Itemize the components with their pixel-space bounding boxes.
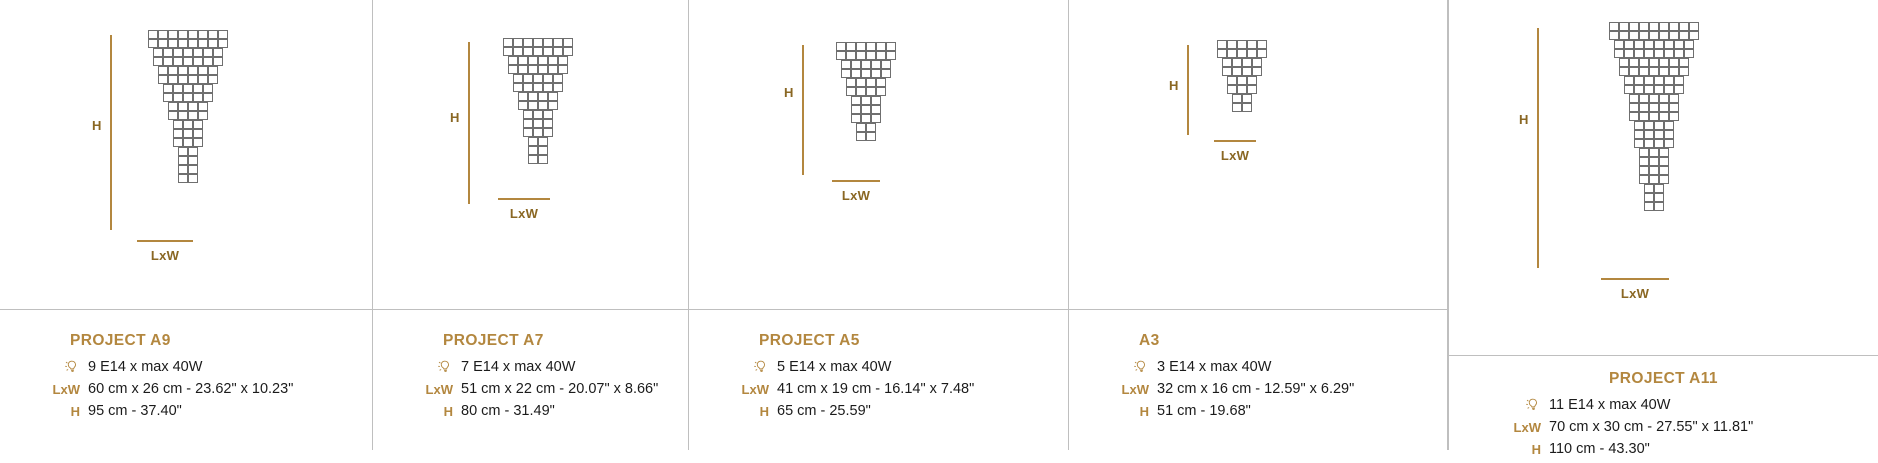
width-label-2: LxW [509,206,539,221]
chandelier-tier [851,105,881,114]
product-card-1 [0,0,373,450]
product-info-5 [1449,356,1878,463]
spec-h-value-5: 110 cm - 43.30" [1549,441,1650,457]
height-rule-1 [110,35,112,230]
spec-bulbs-value-2: 7 E14 x max 40W [461,359,576,375]
chandelier-tier [1222,58,1262,67]
chandelier-tier [523,119,553,128]
product-info-4 [1069,310,1447,450]
spec-h-value-3: 65 cm - 25.59" [777,403,871,419]
spec-lxw-key-1: LxW [52,382,80,397]
spec-bulbs-value-3: 5 E14 x max 40W [777,359,892,375]
chandelier-tier [846,87,886,96]
chandelier-tier [1614,49,1694,58]
spec-lxw-key-2: LxW [425,382,453,397]
spec-lxw-value-5: 70 cm x 30 cm - 27.55" x 11.81" [1549,419,1754,435]
spec-h-3 [735,403,1068,419]
product-card-2 [373,0,689,450]
chandelier-tier [173,129,203,138]
spec-h-key-4: H [1139,404,1149,419]
spec-h-key-2: H [443,404,453,419]
chandelier-tier [1644,193,1664,202]
chandelier-tier [836,51,896,60]
chandelier-drawing-2 [503,38,573,164]
product-title-5: PROJECT A11 [1609,370,1718,387]
spec-h-key-3: H [759,404,769,419]
product-info-3 [689,310,1068,450]
light-bulb-icon [46,359,80,375]
spec-lxw-3 [735,381,1068,397]
spec-h-key-5: H [1531,442,1541,457]
chandelier-tier [528,146,548,155]
chandelier-drawing-5 [1609,22,1699,211]
spec-h-value-4: 51 cm - 19.68" [1157,403,1251,419]
chandelier-tier [1227,76,1257,85]
spec-bulbs-value-1: 9 E14 x max 40W [88,359,203,375]
spec-lxw-key-3: LxW [741,382,769,397]
chandelier-tier [1217,40,1267,49]
chandelier-tier [148,30,228,39]
chandelier-tier [153,48,223,57]
spec-lxw-5 [1449,419,1878,435]
chandelier-tier [1634,121,1674,130]
chandelier-tier [1624,85,1684,94]
product-title-3: PROJECT A5 [759,332,860,349]
height-label-1: H [92,118,102,133]
chandelier-tier [1619,67,1689,76]
chandelier-tier [503,47,573,56]
product-figure-5 [1449,0,1878,356]
height-rule-2 [468,42,470,204]
spec-h-4 [1115,403,1447,419]
spec-h-value-1: 95 cm - 37.40" [88,403,182,419]
chandelier-tier [841,60,891,69]
chandelier-tier [508,65,568,74]
spec-lxw-1 [46,381,372,397]
chandelier-tier [1639,157,1669,166]
spec-bulbs-2 [419,359,688,375]
chandelier-tier [158,66,218,75]
chandelier-tier [518,92,558,101]
chandelier-tier [1222,67,1262,76]
spec-lxw-value-3: 41 cm x 19 cm - 16.14" x 7.48" [777,381,975,397]
chandelier-tier [513,83,563,92]
chandelier-tier [1629,112,1679,121]
chandelier-tier [528,155,548,164]
product-info-1 [0,310,372,450]
product-title-4: A3 [1139,332,1160,349]
chandelier-tier [1609,22,1699,31]
product-card-3 [689,0,1069,450]
chandelier-tier [1639,166,1669,175]
light-bulb-icon [735,359,769,375]
light-bulb-icon [1115,359,1149,375]
height-label-5: H [1519,112,1529,127]
spec-lxw-value-1: 60 cm x 26 cm - 23.62" x 10.23" [88,381,294,397]
spec-bulbs-value-4: 3 E14 x max 40W [1157,359,1272,375]
light-bulb-icon [419,359,453,375]
width-rule-3 [832,180,880,182]
product-figure-1 [0,0,372,310]
product-title-2: PROJECT A7 [443,332,544,349]
chandelier-drawing-4 [1217,40,1267,112]
chandelier-tier [856,123,876,132]
chandelier-tier [158,75,218,84]
height-label-3: H [784,85,794,100]
spec-bulbs-3 [735,359,1068,375]
chandelier-tier [168,111,208,120]
height-rule-5 [1537,28,1539,268]
chandelier-drawing-3 [836,42,896,141]
chandelier-tier [836,42,896,51]
spec-bulbs-1 [46,359,372,375]
width-rule-5 [1601,278,1669,280]
product-info-2 [373,310,688,450]
height-label-2: H [450,110,460,125]
chandelier-tier [168,102,208,111]
chandelier-tier [1639,148,1669,157]
width-label-3: LxW [841,188,871,203]
chandelier-tier [851,96,881,105]
chandelier-tier [513,74,563,83]
spec-bulbs-5 [1449,397,1878,413]
chandelier-tier [178,147,198,156]
width-rule-4 [1214,140,1256,142]
spec-lxw-key-5: LxW [1513,420,1541,435]
chandelier-tier [846,78,886,87]
chandelier-tier [163,93,213,102]
width-label-4: LxW [1220,148,1250,163]
chandelier-tier [1629,103,1679,112]
width-label-1: LxW [150,248,180,263]
chandelier-tier [1629,94,1679,103]
chandelier-tier [841,69,891,78]
chandelier-tier [153,57,223,66]
chandelier-tier [1634,139,1674,148]
product-card-4 [1069,0,1448,450]
spec-lxw-4 [1115,381,1447,397]
product-figure-4 [1069,0,1447,310]
chandelier-tier [1634,130,1674,139]
chandelier-tier [178,165,198,174]
chandelier-tier [148,39,228,48]
product-title-1: PROJECT A9 [70,332,171,349]
product-figure-3 [689,0,1068,310]
chandelier-tier [1232,103,1252,112]
chandelier-tier [1227,85,1257,94]
spec-lxw-value-4: 32 cm x 16 cm - 12.59" x 6.29" [1157,381,1355,397]
width-rule-2 [498,198,550,200]
spec-lxw-key-4: LxW [1121,382,1149,397]
chandelier-tier [1644,202,1664,211]
chandelier-drawing-1 [148,30,228,183]
spec-h-2 [419,403,688,419]
spec-bulbs-value-5: 11 E14 x max 40W [1549,397,1671,413]
chandelier-tier [518,101,558,110]
product-card-5 [1448,0,1878,457]
chandelier-tier [1644,184,1664,193]
product-figure-2 [373,0,688,310]
chandelier-tier [508,56,568,65]
chandelier-tier [1639,175,1669,184]
spec-h-1 [46,403,372,419]
spec-h-value-2: 80 cm - 31.49" [461,403,555,419]
chandelier-tier [173,120,203,129]
height-rule-4 [1187,45,1189,135]
chandelier-tier [173,138,203,147]
chandelier-tier [523,128,553,137]
chandelier-tier [1614,40,1694,49]
chandelier-tier [1609,31,1699,40]
spec-bulbs-4 [1115,359,1447,375]
width-label-5: LxW [1620,286,1650,301]
chandelier-tier [163,84,213,93]
chandelier-tier [1217,49,1267,58]
spec-lxw-value-2: 51 cm x 22 cm - 20.07" x 8.66" [461,381,659,397]
spec-h-5 [1449,441,1878,457]
chandelier-tier [503,38,573,47]
chandelier-tier [528,137,548,146]
height-rule-3 [802,45,804,175]
chandelier-tier [856,132,876,141]
chandelier-tier [851,114,881,123]
spec-lxw-2 [419,381,688,397]
chandelier-tier [1619,58,1689,67]
chandelier-tier [1232,94,1252,103]
chandelier-tier [178,156,198,165]
chandelier-tier [178,174,198,183]
chandelier-tier [523,110,553,119]
width-rule-1 [137,240,193,242]
light-bulb-icon [1507,397,1541,413]
spec-h-key-1: H [70,404,80,419]
chandelier-tier [1624,76,1684,85]
height-label-4: H [1169,78,1179,93]
